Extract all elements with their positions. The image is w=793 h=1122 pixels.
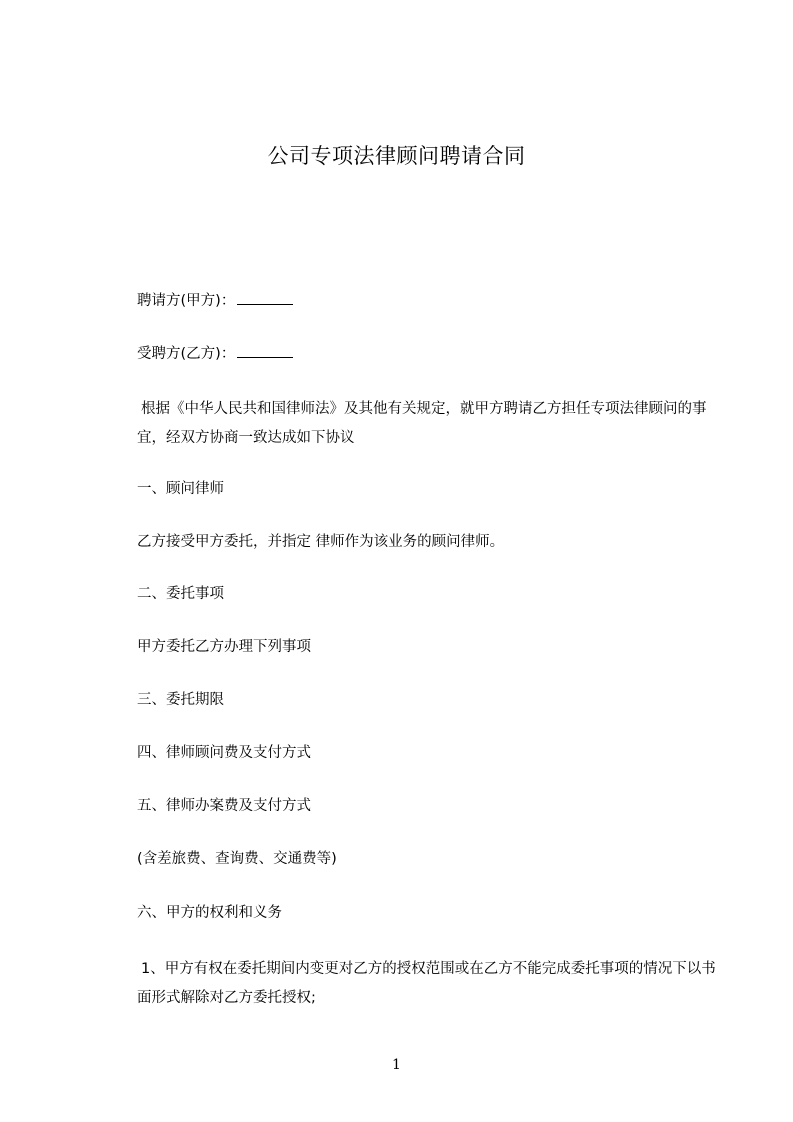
party-a-label: 聘请方(甲方)： (137, 293, 236, 309)
section-6-item-1: 1、甲方有权在委托期间内变更对乙方的授权范围或在乙方不能完成委托事项的情况下以书面形式解除对乙方委托授权; (137, 961, 716, 1006)
document-title: 公司专项法律顾问聘请合同 (267, 144, 526, 168)
section-5-note: (含差旅费、查询费、交通费等) (137, 851, 337, 867)
party-b-label: 受聘方(乙方)： (137, 346, 236, 362)
section-5-heading: 五、律师办案费及支付方式 (137, 798, 311, 814)
party-b-blank (237, 343, 293, 358)
preamble-paragraph: 根据《中华人民共和国律师法》及其他有关规定，就甲方聘请乙方担任专项法律顾问的事宜，经双方协商一致达成如下协议 (137, 401, 707, 446)
section-1-heading: 一、顾问律师 (137, 481, 224, 497)
party-a-blank (237, 290, 293, 305)
section-3-heading: 三、委托期限 (137, 692, 224, 708)
section-1-body: 乙方接受甲方委托，并指定 律师作为该业务的顾问律师。 (137, 534, 505, 550)
section-6-heading: 六、甲方的权利和义务 (137, 905, 282, 921)
section-2-heading: 二、委托事项 (137, 586, 224, 602)
party-b-line (137, 343, 293, 364)
page-number: 1 (392, 1057, 401, 1073)
section-2-body: 甲方委托乙方办理下列事项 (137, 639, 311, 655)
section-4-heading: 四、律师顾问费及支付方式 (137, 745, 311, 761)
party-a-line (137, 290, 293, 311)
